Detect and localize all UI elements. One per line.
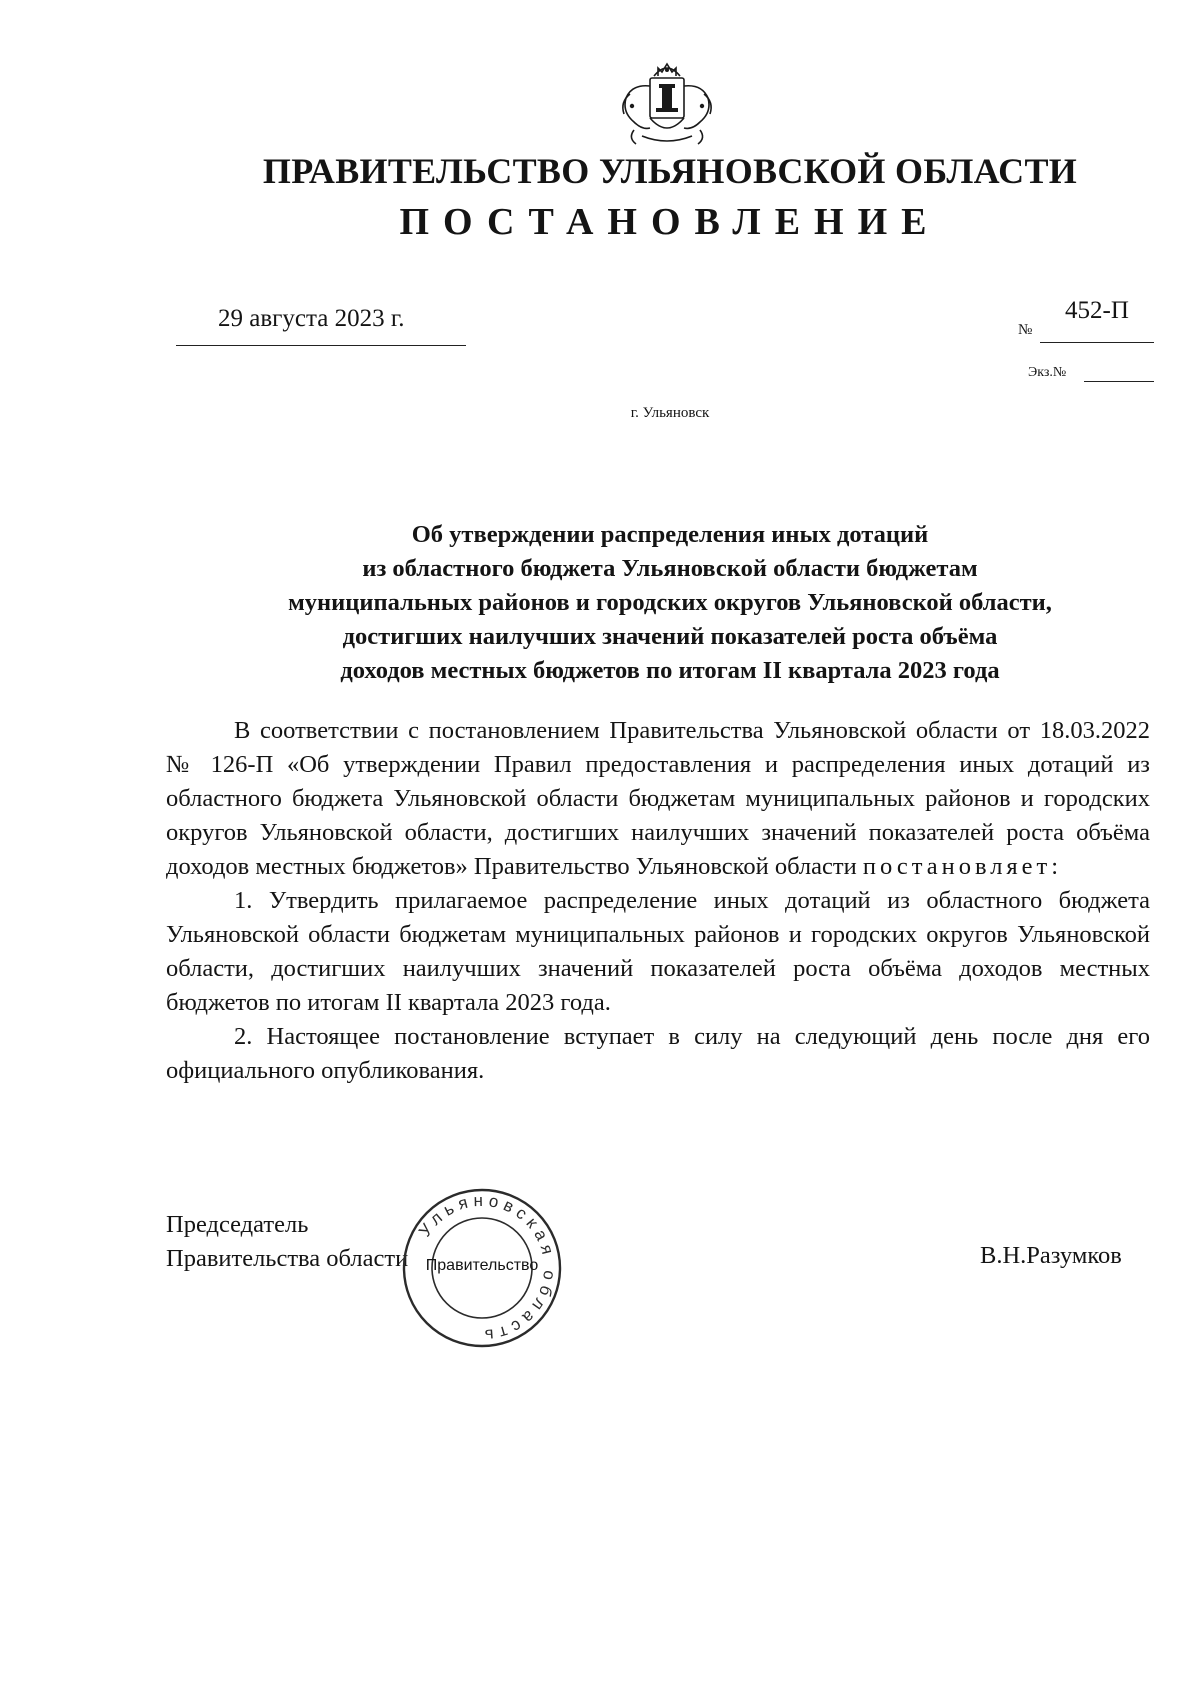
subject-line: Об утверждении распределения иных дотаций <box>411 521 929 548</box>
document-subject <box>170 518 1170 688</box>
number-label: № <box>1018 322 1033 338</box>
number-underline <box>1040 342 1154 343</box>
document-type-title: ПОСТАНОВЛЕНИЕ <box>399 201 941 243</box>
subject-line: муниципальных районов и городских округов Ульяновской области, <box>288 589 1052 616</box>
coat-of-arms-icon <box>612 46 722 152</box>
seal-ring-text: Ульяновская область <box>415 1190 560 1346</box>
subject-line: достигших наилучших значений показателей роста объёма <box>342 623 998 650</box>
signatory-title-line: Председатель <box>166 1211 309 1238</box>
document-number: 452-П <box>1065 297 1129 324</box>
document-body <box>166 714 1150 1088</box>
item-2-paragraph: 2. Настоящее постановление вступает в силу на следующий день после дня его официального опубликования. <box>166 1023 1150 1084</box>
seal-center-text: Правительство <box>425 1257 539 1274</box>
resolves-word: постановляет: <box>862 853 1063 880</box>
document-date: 29 августа 2023 г. <box>218 305 405 332</box>
subject-line: из областного бюджета Ульяновской области бюджетам <box>362 555 978 582</box>
item-1-paragraph: 1. Утвердить прилагаемое распределение иных дотаций из областного бюджета Ульяновской области бюджетам муниципальных районов и городских округов Ульяновской области, достигших наилучших значений показателей роста объёма доходов местных бюджетов по итогам II квартала 2023 года. <box>166 887 1150 1016</box>
subject-line: доходов местных бюджетов по итогам II квартала 2023 года <box>340 657 1000 684</box>
signatory-name: В.Н.Разумков <box>980 1242 1122 1269</box>
copy-number-label: Экз.№ <box>1028 365 1067 380</box>
preamble-paragraph <box>166 714 1150 884</box>
preamble-text: В соответствии с постановлением Правительства Ульяновской области от 18.03.2022 № 126-П «Об утверждении Правил предоставления и распределения иных дотаций из областного бюджета Ульяновской области бюджетам муниципальных районов и городских округов Ульяновской области, достигших наилучших значений показателей роста объёма доходов местных бюджетов» Правительство Ульяновской области <box>166 717 1150 880</box>
date-underline <box>176 345 466 346</box>
copy-number-underline <box>1084 381 1154 382</box>
signatory-title <box>166 1208 408 1276</box>
signatory-title-line: Правительства области <box>166 1245 409 1272</box>
organization-title: ПРАВИТЕЛЬСТВО УЛЬЯНОВСКОЙ ОБЛАСТИ <box>262 151 1078 191</box>
city: г. Ульяновск <box>630 405 710 421</box>
